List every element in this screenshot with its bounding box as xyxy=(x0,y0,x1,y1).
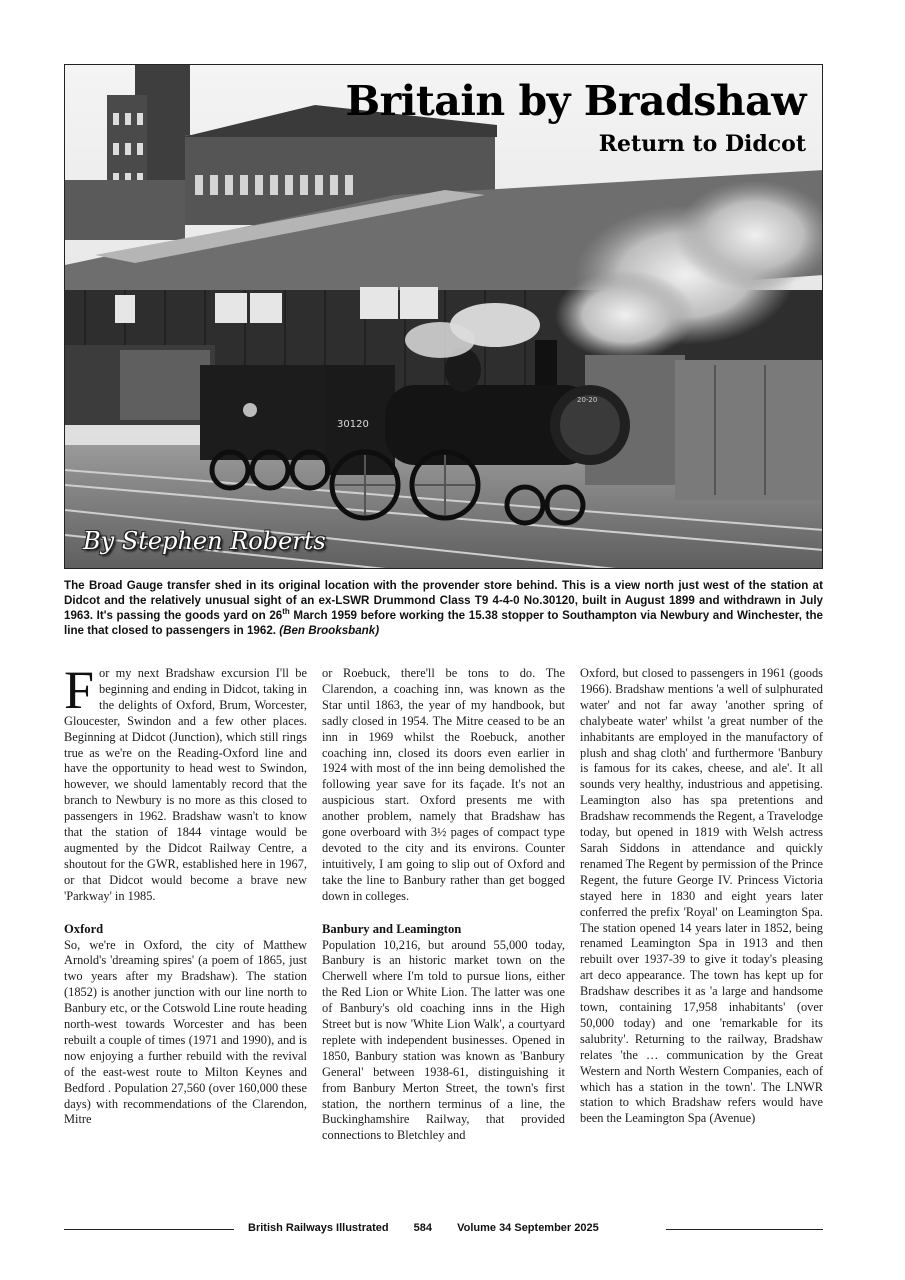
footer-rule-right xyxy=(666,1229,823,1230)
drop-cap: F xyxy=(64,660,95,720)
caption-superscript: th xyxy=(282,607,290,617)
article-body xyxy=(64,660,823,1206)
photo-caption xyxy=(64,578,823,638)
caption-text-part1: The Broad Gauge transfer shed in its original location with the provender store behind. This is a view north just west of the station at Didcot and the relatively unusual sight of an ex-LSWR Drummond Class T9 4-4-0 No.30120, built in August 1899 and withdrawn in July 1963. It's passing the goods yard on 26 xyxy=(64,579,823,622)
caption-text-part2: March 1959 before working the 15.38 stopper to Southampton via Newbury and Winchester, the line that closed to passengers in 1962. xyxy=(64,609,823,637)
column-2 xyxy=(322,666,565,1144)
author-byline: By Stephen Roberts xyxy=(83,527,326,555)
column-3 xyxy=(580,666,823,1127)
article-subtitle: Return to Didcot xyxy=(598,131,806,157)
page-number: 584 xyxy=(413,1222,433,1234)
intro-text: or my next Bradshaw excursion I'll be beginning and ending in Didcot, taking in the delights of Oxford, Brum, Worcester, Gloucester, Swindon and a few other places. Beginning at Didcot (Junction), which still rings true as we're on the Reading-Oxford line and have the opportunity to head west to Swindon, however, we should lamentably record that the branch to Newbury is no more as this closed to passengers in 1962. Bradshaw wasn't to know that the station of 1844 vintage would be augmented by the Didcot Railway Centre, a shoutout for the GWR, established here in 1967, or that Didcot would become a brave new 'Parkway' in 1985. xyxy=(64,666,307,903)
locomotive-number: 30120 xyxy=(337,419,369,430)
page-footer xyxy=(64,1222,823,1238)
section-heading-banbury: Banbury and Leamington xyxy=(322,921,462,936)
footer-rule-left xyxy=(64,1229,234,1230)
photo-credit: (Ben Brooksbank) xyxy=(279,624,380,637)
issue-info: Volume 34 September 2025 xyxy=(457,1222,599,1234)
intro-paragraph xyxy=(64,660,307,905)
hero-photo xyxy=(64,64,823,569)
publication-name: British Railways Illustrated xyxy=(248,1222,389,1234)
footer-text xyxy=(248,1222,621,1234)
column-1 xyxy=(64,660,307,1128)
banbury-continued-paragraph: Oxford, but closed to passengers in 1961 (goods 1966). Bradshaw mentions 'a well of sulphurated water' and not far away 'another spring of chalybeate water' whilst 'a great number of the inhabitants are employed in the manufactory of plush and shag cloth' and furthermore 'Banbury is famous for its cakes, cheese, and ale'. It all sounds very healthy, industrious and appetising. Leamington also has spa pretentions and Bradshaw recommends the Regent, a Travelodge today, but opened in 1819 with Welsh actress Sarah Siddons in attendance and quickly renamed The Regent by permission of the Prince Regent, the future George IV. Princess Victoria stayed here in 1830 and eight years later conferred the prefix 'Royal' on Leamington Spa. The station opened 14 years later in 1852, being renamed Leamington Spa in 1913 and then rebuilt over 1937-39 to give it today's pleasing art deco appearance. The town has kept up for Bradshaw describes it as 'a large and handsome town, containing 17,958 inhabitants' (over 50,000 today) and one 'remarkable for its salubrity'. Returning to the railway, Bradshaw relates 'the … communication by the Great Western and North Western Companies, each of which has a station in the town'. The LNWR station to which Bradshaw refers would have been the Leamington Spa (Avenue) xyxy=(580,666,823,1126)
article-title: Britain by Bradshaw xyxy=(345,77,806,125)
oxford-paragraph: So, we're in Oxford, the city of Matthew Arnold's 'dreaming spires' (a poem of 1865, just two years after my Bradshaw). The station (1852) is another junction with our line north to Banbury etc, or the Cotswold Line route heading north-west towards Worcester and has been rebuilt a couple of times (1971 and 1990), and is now enjoying a further rebuild with the revival of the east-west route to Milton Keynes and Bedford . Population 27,560 (over 160,000 these days) with recommendations of the Clarendon, Mitre xyxy=(64,937,307,1127)
banbury-paragraph: Population 10,216, but around 55,000 today, Banbury is an historic market town on the Cherwell where I'm told to pursue lions, either the Red Lion or White Lion. The latter was one of Banbury's old coaching inns in the High Street but is now 'White Lion Walk', a courtyard replete with independent businesses. Opened in 1850, Banbury station was known as 'Banbury General' between 1938-61, distinguishing it from Banbury Merton Street, the town's first station, the northern terminus of a line, the Buckinghamshire Railway, that provided connections to Bletchley and xyxy=(322,937,565,1143)
oxford-continued-paragraph: or Roebuck, there'll be tons to do. The Clarendon, a coaching inn, was known as the Star until 1863, the year of my handbook, but sadly closed in 1954. The Mitre ceased to be an inn in 1969 whilst the Roebuck, another coaching inn, closed its doors even earlier in 1924 with most of the inn being demolished the following year save for its façade. It's not an auspicious start. Oxford presents me with another problem, namely that Bradshaw has gone overboard with 3½ pages of compact type devoted to the city and its environs. Counter intuitively, I am going to slip out of Oxford and take the line to Banbury rather than get bogged down in colleges. xyxy=(322,666,565,903)
section-heading-oxford: Oxford xyxy=(64,921,104,936)
headcode-disc: 20-20 xyxy=(577,396,598,404)
